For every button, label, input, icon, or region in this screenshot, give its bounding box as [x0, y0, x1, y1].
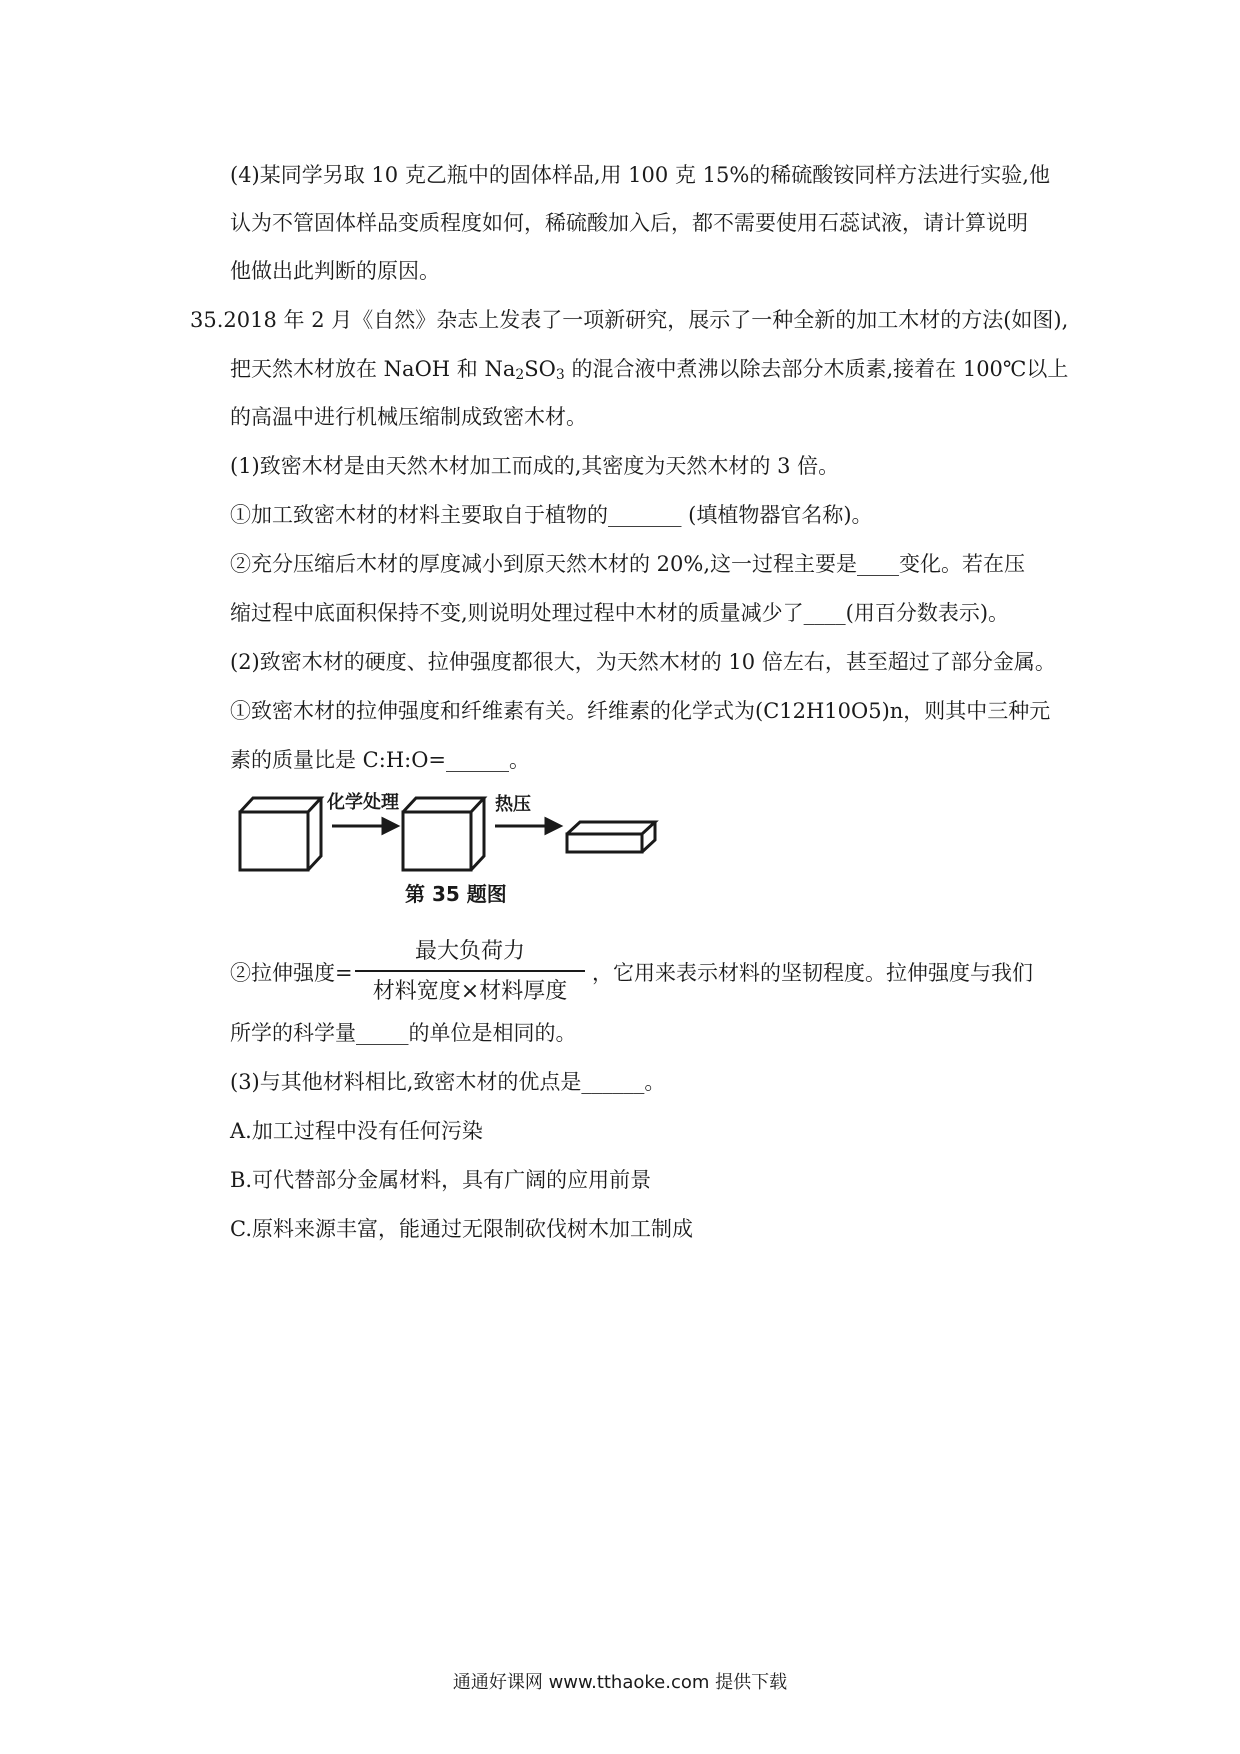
q35-part2-sub2-line2: 所学的科学量_____的单位是相同的。	[230, 1021, 577, 1045]
option-c: C.原料来源丰富，能通过无限制砍伐树木加工制成	[230, 1217, 693, 1241]
formula-prefix: ②拉伸强度=	[230, 961, 353, 985]
q35-figure	[235, 790, 735, 910]
fraction-bar	[355, 970, 585, 972]
formula-suffix: ，它用来表示材料的坚韧程度。拉伸强度与我们	[592, 961, 1033, 985]
page-footer: 通通好课网 www.tthaoke.com 提供下载	[452, 1672, 788, 1693]
label-chemical-treatment: 化学处理	[327, 792, 399, 813]
q35-part1-sub2-line1: ②充分压缩后木材的厚度减小到原天然木材的 20%,这一过程主要是____变化。若在压	[230, 552, 1026, 576]
q35-stem-line1: 35.2018 年 2 月《自然》杂志上发表了一项新研究，展示了一种全新的加工木材的方法(如图),	[190, 308, 1069, 332]
q35-part1-sub1: ①加工致密木材的材料主要取自于植物的_______ (填植物器官名称)。	[230, 503, 873, 527]
q35-part2: (2)致密木材的硬度、拉伸强度都很大，为天然木材的 10 倍左右，甚至超过了部分金属。	[230, 650, 1056, 674]
q35-stem-line3: 的高温中进行机械压缩制成致密木材。	[230, 405, 587, 429]
label-hot-press: 热压	[495, 794, 531, 815]
q35-part2-sub1-line2: 素的质量比是 C:H:O=______。	[230, 748, 531, 772]
formula-denominator: 材料宽度×材料厚度	[372, 979, 568, 1004]
q35-stem-line2: 把天然木材放在 NaOH 和 $Na_2SO_3$ 的混合液中煮沸以除去部分木质素,接着在 100℃以上	[230, 357, 1069, 383]
arrow-hot-press	[495, 819, 560, 833]
option-b: B.可代替部分金属材料，具有广阔的应用前景	[230, 1168, 652, 1192]
arrow-chemical-treatment	[332, 819, 397, 833]
formula-numerator: 最大负荷力	[414, 939, 525, 964]
q34-part4-line3: 他做出此判断的原因。	[230, 259, 440, 283]
slab-dense-wood	[567, 822, 655, 852]
cube-natural-wood	[240, 798, 321, 870]
cube-treated-wood	[403, 798, 484, 870]
q34-part4-line1: (4)某同学另取 10 克乙瓶中的固体样品,用 100 克 15%的稀硫酸铵同样方法进行实验,他	[230, 163, 1050, 187]
q35-part2-sub1-line1: ①致密木材的拉伸强度和纤维素有关。纤维素的化学式为(C12H10O5)n，则其中三种元	[230, 699, 1051, 723]
q35-part3: (3)与其他材料相比,致密木材的优点是______。	[230, 1070, 666, 1094]
figure-caption: 第 35 题图	[405, 882, 507, 906]
q35-part1: (1)致密木材是由天然木材加工而成的,其密度为天然木材的 3 倍。	[230, 454, 840, 478]
option-a: A.加工过程中没有任何污染	[230, 1119, 483, 1143]
q35-part1-sub2-line2: 缩过程中底面积保持不变,则说明处理过程中木材的质量减少了____(用百分数表示)。	[230, 601, 1010, 625]
q34-part4-line2: 认为不管固体样品变质程度如何，稀硫酸加入后，都不需要使用石蕊试液，请计算说明	[230, 211, 1028, 235]
